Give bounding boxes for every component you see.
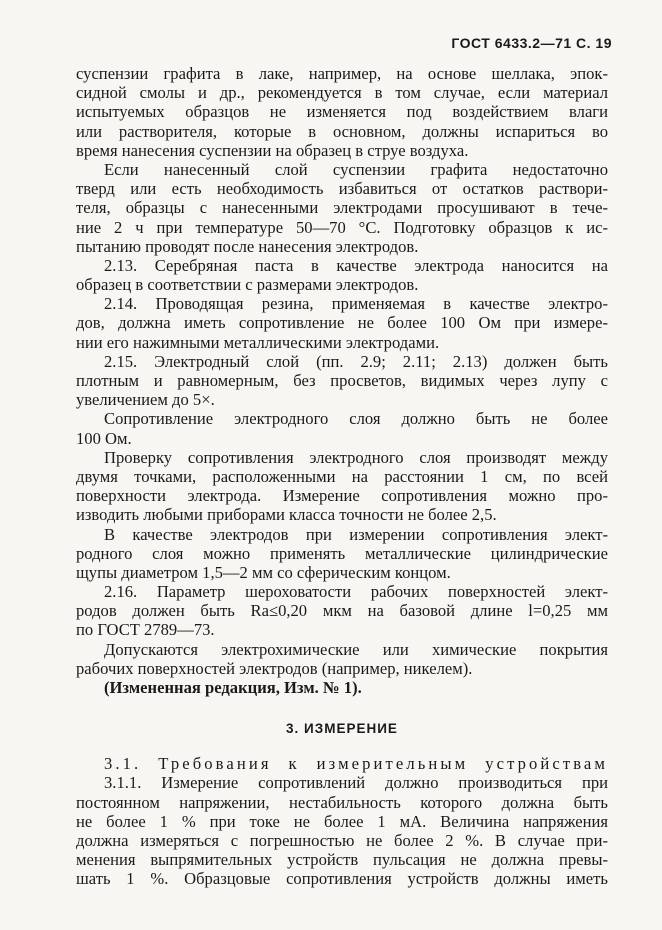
text-line: ние 2 ч при температуре 50—70 °С. Подготовку образцов к ис-	[76, 217, 608, 237]
text-line: рабочих поверхностей электродов (например, никелем).	[76, 658, 473, 678]
text-line: нии его нажимными металлическими электродами.	[76, 332, 440, 352]
text-line: суспензии графита в лаке, например, на основе шеллака, эпок-	[76, 64, 608, 83]
text-line: время нанесения суспензии на образец в струе воздуха.	[76, 140, 469, 160]
text-line: увеличением до 5×.	[76, 390, 215, 410]
text-line: Сопротивление электродного слоя должно быть не более	[104, 409, 608, 429]
text-line: 2.13. Серебряная паста в качестве электрода наносится на	[104, 255, 608, 275]
spacer	[76, 697, 608, 719]
subsection-heading: 3.1. Требования к измерительным устройствам	[104, 754, 608, 774]
text-line: щупы диаметром 1,5—2 мм со сферическим концом.	[76, 562, 451, 582]
text-line: тверд или есть необходимость избавиться от остатков раствори-	[76, 179, 608, 199]
text-line: изводить любыми приборами класса точности не более 2,5.	[76, 505, 497, 525]
text-line: 2.15. Электродный слой (пп. 2.9; 2.11; 2.13) должен быть	[104, 351, 608, 371]
text-line: пытанию проводят после нанесения электродов.	[76, 236, 419, 256]
text-line: 100 Ом.	[76, 428, 132, 448]
text-line: шать 1 %. Образцовые сопротивления устройств должны иметь	[76, 869, 608, 889]
text-line: Если нанесенный слой суспензии графита недостаточно	[104, 159, 608, 179]
document-page	[76, 30, 612, 910]
text-line: 3.1.1. Измерение сопротивлений должно производиться при	[104, 773, 608, 793]
text-line: В качестве электродов при измерении сопротивления элект-	[104, 524, 608, 544]
text-line: Проверку сопротивления электродного слоя производят между	[104, 447, 608, 467]
text-line: по ГОСТ 2789—73.	[76, 620, 215, 640]
text-line: плотным и равномерным, без просветов, видимых через лупу с	[76, 371, 608, 390]
text-line: теля, образцы с нанесенными электродами просушивают в тече-	[76, 198, 608, 218]
text-line: менения выпрямительных устройств пульсация не должна превы-	[76, 850, 608, 870]
text-line: дов, должна иметь сопротивление не более 100 Ом при измере-	[76, 313, 608, 333]
text-line: образец в соответствии с размерами электродов.	[76, 275, 419, 295]
spacer	[76, 738, 608, 754]
text-line: не более 1 % при токе не более 1 мА. Величина напряжения	[76, 811, 608, 831]
text-line: двумя точками, расположенными на расстоянии 1 см, по всей	[76, 466, 608, 486]
text-line: родов должен быть Ra≤0,20 мкм на базовой длине l=0,25 мм	[76, 601, 608, 621]
amendment-note: (Измененная редакция, Изм. № 1).	[104, 678, 362, 697]
section-title: 3. ИЗМЕРЕНИЕ	[286, 721, 398, 737]
body-text-block	[76, 64, 608, 678]
text-line: Допускаются электрохимические или химические покрытия	[104, 639, 608, 659]
text-line: должна измеряться с погрешностью не более 2 %. В случае при-	[76, 830, 608, 850]
text-line: поверхности электрода. Измерение сопротивления можно про-	[76, 486, 608, 506]
text-line: родного слоя можно применять металлические цилиндрические	[76, 543, 608, 563]
text-line: постоянном напряжении, нестабильность которого должна быть	[76, 792, 608, 812]
text-line: испытуемых образцов не изменяется под воздействием влаги	[76, 102, 608, 122]
text-line: 2.16. Параметр шероховатости рабочих поверхностей элект-	[104, 582, 608, 602]
page-header: ГОСТ 6433.2—71 С. 19	[451, 35, 612, 51]
text-line: сидной смолы и др., рекомендуется в том случае, если материал	[76, 83, 608, 103]
text-line: или растворителя, которые в основном, должны испариться во	[76, 121, 608, 141]
body-text-block-2	[76, 773, 608, 888]
text-line: 2.14. Проводящая резина, применяемая в качестве электро-	[104, 294, 608, 314]
